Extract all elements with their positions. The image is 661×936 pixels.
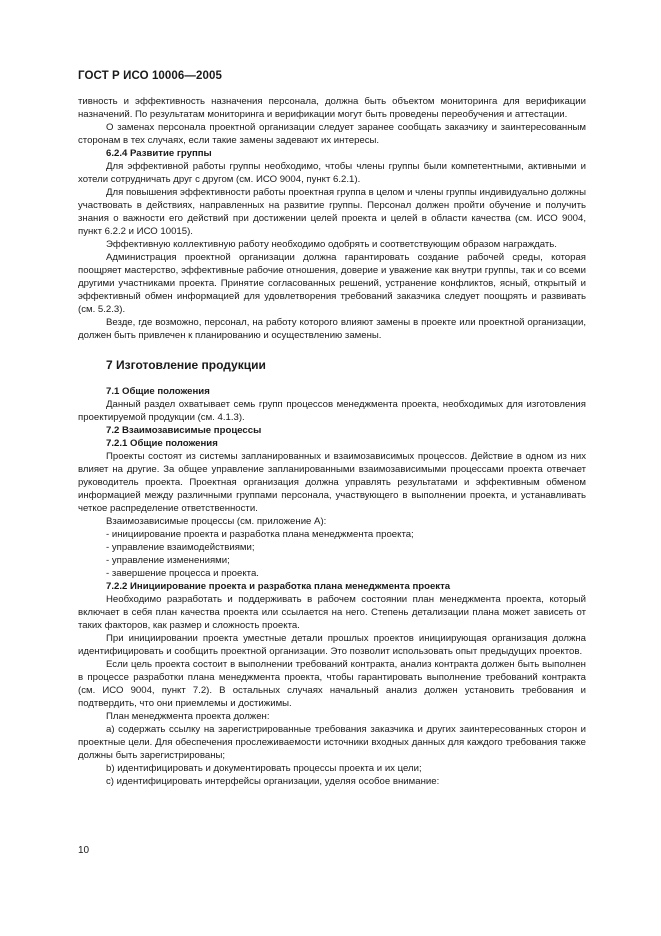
subsection-heading: 7.2 Взаимозависимые процессы [106, 425, 262, 436]
subsection-heading: 7.1 Общие положения [106, 386, 210, 397]
paragraph: а) содержать ссылку на зарегистрированные требования заказчика и других заинтересованных сторон и проектные цели. Для обеспечения прослеживаемости источники входных данных для каждого требования также должны быть зарегистрированы; [78, 724, 586, 761]
subsection-heading: 7.2.2 Инициирование проекта и разработка плана менеджмента проекта [106, 581, 451, 592]
paragraph: О заменах персонала проектной организации следует заранее сообщать заказчику и заинтересованным сторонам в тех случаях, если такие замены задевают их интересы. [78, 122, 586, 146]
standard-header: ГОСТ Р ИСО 10006—2005 [78, 70, 223, 82]
subsection-heading: 6.2.4 Развитие группы [106, 148, 212, 159]
paragraph: Администрация проектной организации должна гарантировать создание рабочей среды, которая поощряет мастерство, эффективные рабочие отношения, доверие и уважение как внутри группы, так и со всеми другими участниками проекта. Принятие согласованных решений, устранение конфликтов, ясный, открытый и эффективный обмен информацией для удовлетворения требований заказчика следует поощрять и развивать (см. 5.2.3). [78, 252, 586, 315]
list-item: - управление изменениями; [106, 555, 230, 566]
section-title: 7 Изготовление продукции [106, 358, 266, 372]
paragraph: Проекты состоят из системы запланированных и взаимозависимых процессов. Действие в одном из них влияет на другие. За общее управление запланированными взаимозависимыми процессами проекта отвечает руководитель проекта. Проектная организация должна управлять результатами и эффективным обменом информацией между различными группами персонала, участвующего в выполнении проекта, и устанавливать четкое распределение ответственности. [78, 451, 586, 514]
paragraph: При инициировании проекта уместные детали прошлых проектов инициирующая организация должна идентифицировать и сообщить проектной организации. Это позволит использовать опыт предыдущих проектов. [78, 633, 586, 657]
list-item: c) идентифицировать интерфейсы организации, уделяя особое внимание: [106, 776, 440, 787]
subsection-heading: 7.2.1 Общие положения [106, 438, 218, 449]
paragraph: Данный раздел охватывает семь групп процессов менеджмента проекта, необходимых для изготовления проектируемой продукции (см. 4.1.3). [78, 399, 586, 423]
list-item: - управление взаимодействиями; [106, 542, 255, 553]
paragraph: Везде, где возможно, персонал, на работу которого влияют замены в проекте или проектной организации, должен быть привлечен к планированию и осуществлению замены. [78, 317, 586, 341]
paragraph: План менеджмента проекта должен: [106, 711, 270, 722]
paragraph: Для эффективной работы группы необходимо, чтобы члены группы были компетентными, активными и хотели сотрудничать друг с другом (см. ИСО 9004, пункт 6.2.1). [78, 161, 586, 185]
paragraph: Взаимозависимые процессы (см. приложение А): [106, 516, 327, 527]
paragraph: Необходимо разработать и поддерживать в рабочем состоянии план менеджмента проекта, который включает в себя план качества проекта или ссылается на него. Степень детализации плана может зависеть от таких факторов, как размер и сложность проекта. [78, 594, 586, 631]
document-body [78, 95, 586, 788]
list-item: b) идентифицировать и документировать процессы проекта и их цели; [106, 763, 422, 774]
paragraph: Для повышения эффективности работы проектная группа в целом и члены группы индивидуально должны участвовать в действиях, направленных на развитие группы. Персонал должен пройти обучение и получить знания о важности его действий при достижении целей проекта и целей в области качества (см. ИСО 9004, пункт 6.2.2 и ИСО 10015). [78, 187, 586, 237]
list-item: - инициирование проекта и разработка плана менеджмента проекта; [106, 529, 414, 540]
page-number: 10 [78, 845, 90, 856]
paragraph: Эффективную коллективную работу необходимо одобрять и соответствующим образом награждать. [106, 239, 557, 250]
paragraph: Если цель проекта состоит в выполнении требований контракта, анализ контракта должен быть выполнен в процессе разработки плана менеджмента проекта, чтобы гарантировать выполнение требований контракта (см. ИСО 9004, пункт 7.2). В остальных случаях начальный анализ должен установить требования и подтвердить, что они приемлемы и достижимы. [78, 659, 586, 709]
list-item: - завершение процесса и проекта. [106, 568, 259, 579]
paragraph-continued: тивность и эффективность назначения персонала, должна быть объектом мониторинга для верификации назначений. По результатам мониторинга и верификации могут быть проведены переобучения и аттестации. [78, 96, 586, 120]
